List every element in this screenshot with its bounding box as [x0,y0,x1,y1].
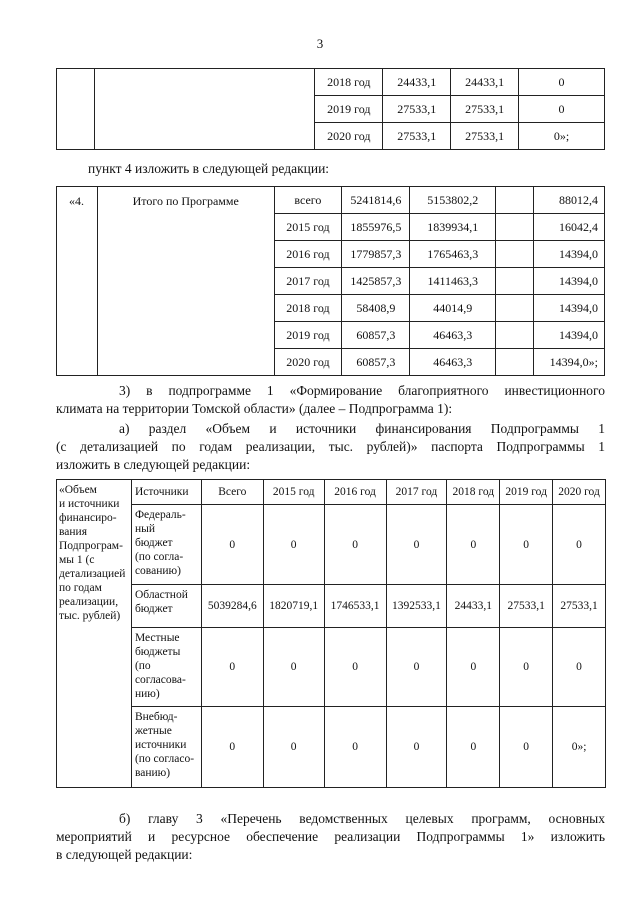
header-cell: Всего [201,480,263,505]
value-cell: 5153802,2 [410,187,496,214]
value-cell: 1411463,3 [410,268,496,295]
value-cell: 46463,3 [410,349,496,376]
header-cell: 2018 год [447,480,500,505]
source-cell: Областной бюджет [131,585,201,628]
value-cell: 1746533,1 [324,585,386,628]
value-cell: 27533,1 [451,123,519,150]
value-cell: 24433,1 [383,69,451,96]
paragraph-line: (с детализацией по годам реализации, тыс. рублей)» паспорта Подпрограммы 1 [56,439,605,454]
header-cell: Источники [131,480,201,505]
year-cell: 2016 год [274,241,342,268]
row-number: «4. [57,187,98,376]
value-cell: 0 [324,707,386,788]
year-cell: 2020 год [274,349,342,376]
value-cell: 0 [500,707,553,788]
source-cell: Местные бюджеты (по согласова- нию) [131,628,201,707]
table-row [57,69,605,96]
table-row [57,187,605,214]
empty-cell [94,69,314,150]
paragraph-line: в следующей редакции: [56,847,193,862]
value-cell: 0 [201,628,263,707]
source-cell: Федераль- ный бюджет (по согла- сованию) [131,505,201,585]
value-cell: 0 [201,505,263,585]
header-cell: 2017 год [386,480,447,505]
year-cell: 2019 год [274,322,342,349]
paragraph-section-b [56,810,605,864]
value-cell: 58408,9 [342,295,410,322]
table-row [57,628,606,707]
value-cell: 0 [500,505,553,585]
value-cell: 1779857,3 [342,241,410,268]
value-cell [496,349,534,376]
empty-cell [57,69,95,150]
value-cell: 0 [386,505,447,585]
year-cell: 2015 год [274,214,342,241]
value-cell: 0 [500,628,553,707]
value-cell [496,214,534,241]
year-cell: 2019 год [315,96,383,123]
value-cell: 14394,0 [534,241,605,268]
value-cell: 0 [553,505,606,585]
value-cell: 0 [263,707,324,788]
paragraph-line: а) раздел «Объем и источники финансирования Подпрограммы 1 [119,421,605,436]
value-cell: 0 [324,628,386,707]
paragraph-item-4: пункт 4 изложить в следующей редакции: [88,161,330,176]
value-cell: 1392533,1 [386,585,447,628]
value-cell: 14394,0 [534,295,605,322]
header-cell: 2016 год [324,480,386,505]
source-cell: Внебюд- жетные источники (по согласо- ванию) [131,707,201,788]
table-header-row [57,480,606,505]
paragraph-line: б) главу 3 «Перечень ведомственных целевых программ, основных [119,811,605,826]
value-cell: 16042,4 [534,214,605,241]
row-title-cell: «Объем и источники финансиро- вания Подпрограм- мы 1 (с детализацией по годам реализации, тыс. рублей) [57,480,132,788]
value-cell: 1820719,1 [263,585,324,628]
value-cell: 0 [201,707,263,788]
value-cell: 14394,0 [534,322,605,349]
value-cell [496,295,534,322]
value-cell: 27533,1 [451,96,519,123]
value-cell: 0»; [553,707,606,788]
value-cell: 27533,1 [553,585,606,628]
table-row [57,585,606,628]
value-cell: 27533,1 [383,123,451,150]
value-cell [496,241,534,268]
value-cell: 46463,3 [410,322,496,349]
paragraph-line: 3) в подпрограмме 1 «Формирование благоприятного инвестиционного [119,383,605,398]
value-cell: 24433,1 [451,69,519,96]
value-cell: 0 [386,628,447,707]
value-cell: 0 [447,628,500,707]
table-financing [56,479,606,788]
header-cell: 2015 год [263,480,324,505]
year-cell: 2020 год [315,123,383,150]
value-cell: 44014,9 [410,295,496,322]
value-cell: 0»; [519,123,605,150]
paragraph-line: изложить в следующей редакции: [56,457,251,472]
paragraph-section-a [56,420,605,474]
value-cell: 0 [324,505,386,585]
value-cell: 60857,3 [342,322,410,349]
value-cell: 5039284,6 [201,585,263,628]
value-cell: 88012,4 [534,187,605,214]
header-cell: 2020 год [553,480,606,505]
value-cell: 0 [519,69,605,96]
year-cell: 2018 год [315,69,383,96]
table-row [57,505,606,585]
year-cell: 2018 год [274,295,342,322]
table-row [57,707,606,788]
value-cell: 1765463,3 [410,241,496,268]
table-continuation [56,68,605,150]
value-cell: 1425857,3 [342,268,410,295]
value-cell: 60857,3 [342,349,410,376]
value-cell [496,322,534,349]
value-cell: 24433,1 [447,585,500,628]
value-cell: 1855976,5 [342,214,410,241]
paragraph-subprogram [56,382,605,418]
paragraph-line: мероприятий и ресурсное обеспечение реализации Подпрограммы 1» изложить [56,829,605,844]
value-cell: 0 [263,505,324,585]
value-cell: 14394,0»; [534,349,605,376]
value-cell: 0 [519,96,605,123]
header-cell: 2019 год [500,480,553,505]
value-cell [496,187,534,214]
value-cell: 0 [553,628,606,707]
year-cell: всего [274,187,342,214]
row-label: Итого по Программе [97,187,274,376]
year-cell: 2017 год [274,268,342,295]
value-cell: 14394,0 [534,268,605,295]
paragraph-line: климата на территории Томской области» (далее – Подпрограмма 1): [56,401,453,416]
table-program-total [56,186,605,376]
value-cell: 0 [447,505,500,585]
page-number: 3 [316,36,324,51]
value-cell: 5241814,6 [342,187,410,214]
value-cell [496,268,534,295]
value-cell: 0 [263,628,324,707]
value-cell: 0 [386,707,447,788]
value-cell: 27533,1 [500,585,553,628]
value-cell: 0 [447,707,500,788]
value-cell: 1839934,1 [410,214,496,241]
value-cell: 27533,1 [383,96,451,123]
